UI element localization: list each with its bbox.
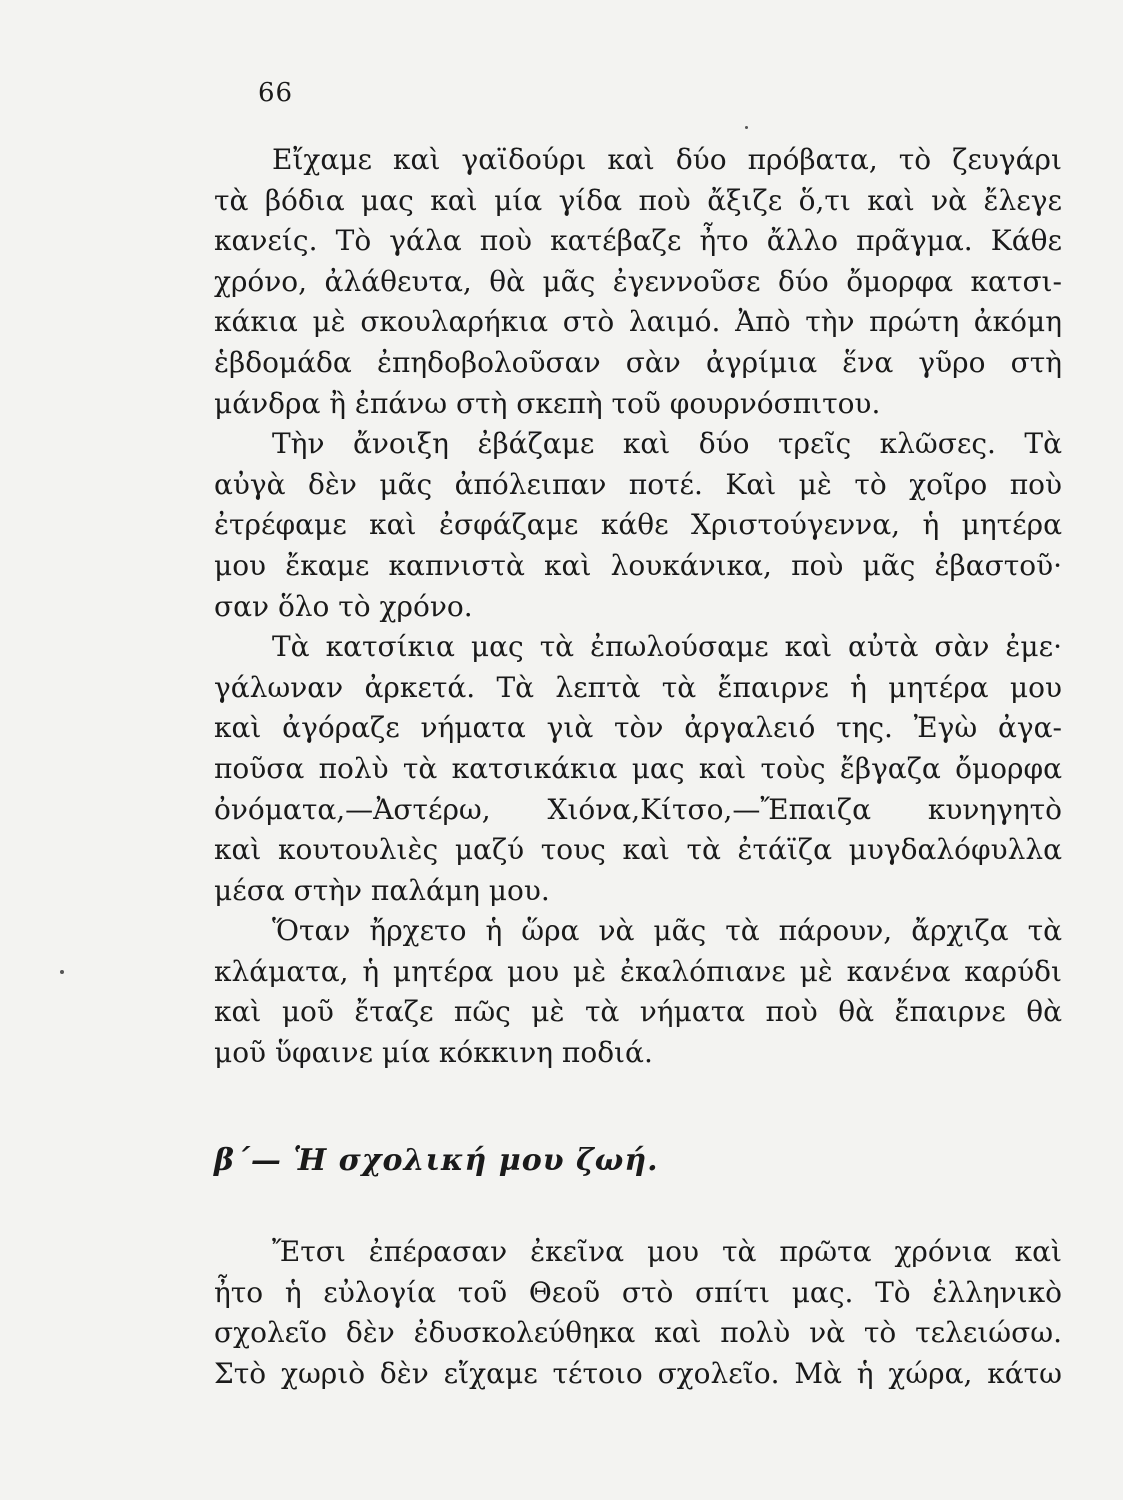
text-line: ἐτρέφαμε καὶ ἐσφάζαμε κάθε Χριστούγεννα, ἡ μητέρα <box>214 508 1062 542</box>
text-line: καὶ κουτουλιὲς μαζύ τους καὶ τὰ ἐτάϊζα μυγδαλόφυλλα <box>214 833 1062 867</box>
text-line: σαν ὅλο τὸ χρόνο. <box>214 589 473 623</box>
text-line: χρόνο, ἀλάθευτα, θὰ μᾶς ἐγεννοῦσε δύο ὄμορφα κατσι- <box>214 264 1062 298</box>
text-line: μάνδρα ἢ ἐπάνω στὴ σκεπὴ τοῦ φουρνόσπιτου. <box>214 386 881 420</box>
text-line: μου ἔκαμε καπνιστὰ καὶ λουκάνικα, ποὺ μᾶς ἐβαστοῦ· <box>214 548 1062 582</box>
text-line: κάκια μὲ σκουλαρήκια στὸ λαιμό. Ἀπὸ τὴν πρώτη ἀκόμη <box>214 305 1062 339</box>
text-line: κανείς. Τὸ γάλα ποὺ κατέβαζε ἦτο ἄλλο πρᾶγμα. Κάθε <box>214 224 1062 258</box>
text-line: ἦτο ἡ εὐλογία τοῦ Θεοῦ στὸ σπίτι μας. Τὸ ἑλληνικὸ <box>214 1275 1062 1309</box>
text-line: Ἔτσι ἐπέρασαν ἐκεῖνα μου τὰ πρῶτα χρόνια καὶ <box>272 1235 1062 1268</box>
text-line: αὐγὰ δὲν μᾶς ἀπόλειπαν ποτέ. Καὶ μὲ τὸ χοῖρο ποὺ <box>214 467 1062 501</box>
scan-speck <box>60 970 64 974</box>
page-number: 66 <box>258 78 294 108</box>
text-line: Τὴν ἄνοιξη ἐβάζαμε καὶ δύο τρεῖς κλῶσες. Τὰ <box>272 427 1062 461</box>
text-line: μέσα στὴν παλάμη μου. <box>214 873 550 907</box>
paragraphs-section-b <box>214 1232 1062 1394</box>
text-line: Ὅταν ἤρχετο ἡ ὥρα νὰ μᾶς τὰ πάρουν, ἄρχιζα τὰ <box>272 914 1062 948</box>
paragraphs-section-a <box>214 140 1062 1074</box>
text-line: σχολεῖο δὲν ἐδυσκολεύθηκα καὶ πολὺ νὰ τὸ τελειώσω. <box>214 1316 1062 1350</box>
text-line: Εἴχαμε καὶ γαϊδούρι καὶ δύο πρόβατα, τὸ ζευγάρι <box>272 143 1062 176</box>
text-line: καὶ ἀγόραζε νήματα γιὰ τὸν ἀργαλειό της. Ἐγὼ ἀγα- <box>214 711 1062 745</box>
text-line: γάλωναν ἀρκετά. Τὰ λεπτὰ τὰ ἔπαιρνε ἡ μητέρα μου <box>214 670 1062 704</box>
text-line: κλάματα, ἡ μητέρα μου μὲ ἐκαλόπιανε μὲ κανένα καρύδι <box>214 954 1062 988</box>
text-line: τὰ βόδια μας καὶ μία γίδα ποὺ ἄξιζε ὅ,τι καὶ νὰ ἔλεγε <box>214 183 1062 217</box>
text-line: Τὰ κατσίκια μας τὰ ἐπωλούσαμε καὶ αὐτὰ σὰν ἐμε· <box>272 630 1062 664</box>
text-line: καὶ μοῦ ἔταζε πῶς μὲ τὰ νήματα ποὺ θὰ ἔπαιρνε θὰ <box>214 995 1062 1029</box>
text-line: ποῦσα πολὺ τὰ κατσικάκια μας καὶ τοὺς ἔβγαζα ὄμορφα <box>214 751 1062 785</box>
section-heading: β΄— Ἡ σχολική μου ζωή. <box>214 1143 659 1178</box>
text-line: μοῦ ὕφαινε μία κόκκινη ποδιά. <box>214 1036 653 1070</box>
text-line: Στὸ χωριὸ δὲν εἴχαμε τέτοιο σχολεῖο. Μὰ ἡ χώρα, κάτω <box>214 1356 1062 1390</box>
text-line: ἑβδομάδα ἐπηδοβολοῦσαν σὰν ἀγρίμια ἕνα γῦρο στὴ <box>214 345 1062 379</box>
text-line: ὀνόματα,—Ἀστέρω, Χιόνα,Κίτσο,—Ἔπαιζα κυνηγητὸ <box>214 792 1062 826</box>
scan-speck <box>745 126 748 129</box>
